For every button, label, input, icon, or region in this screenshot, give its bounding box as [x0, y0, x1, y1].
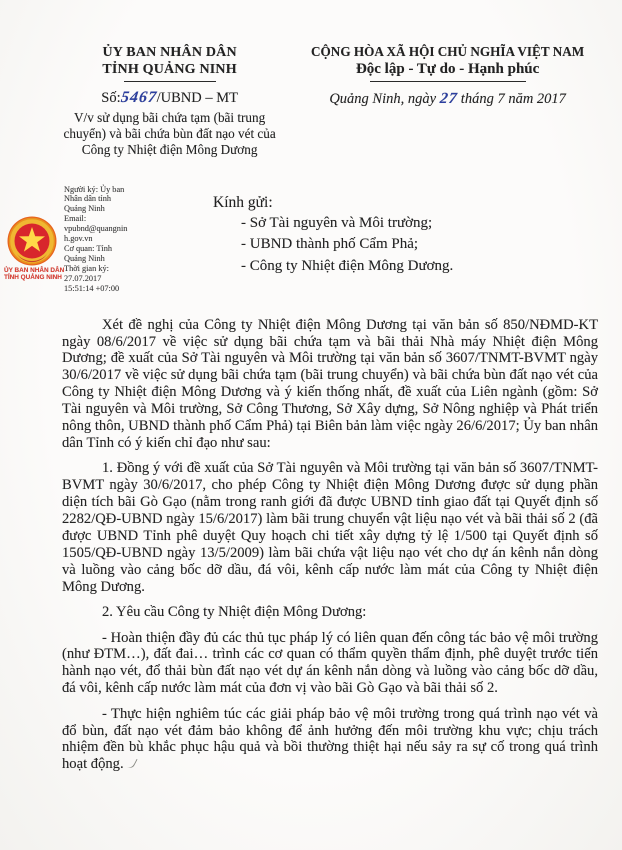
issuing-org-line2: TỈNH QUẢNG NINH — [102, 62, 237, 77]
dateline-prefix: Quảng Ninh, ngày — [329, 91, 440, 107]
recipient-item: - Công ty Nhiệt điện Mông Dương. — [241, 257, 454, 274]
national-name-line: CỘNG HÒA XÃ HỘI CHỦ NGHĨA VIỆT NAM — [311, 44, 585, 59]
recipient-item: - Sở Tài nguyên và Môi trường; — [241, 214, 433, 231]
signature-time: Thời gian ký: 27.07.2017 15:51:14 +07:00 — [64, 264, 120, 293]
stamp-org-line2: TỈNH QUẢNG NINH — [4, 274, 62, 282]
org-underline-rule — [124, 81, 216, 82]
document-number — [52, 89, 287, 107]
emblem-column — [4, 185, 65, 295]
digital-signature-stamp — [4, 185, 136, 295]
signature-agency: Cơ quan: Tỉnh Quảng Ninh — [64, 244, 113, 263]
issuing-org-line1: ỦY BAN NHÂN DÂN — [102, 45, 237, 60]
body-paragraph: Xét đề nghị của Công ty Nhiệt điện Mông Dương tại văn bản số 850/NĐMD-KT ngày 08/6/2017 về việc sử dụng bãi chứa tạm và bãi thải Nhà máy Nhiệt điện Mông Dương; đề xuất của Sở Tài nguyên và Môi trường tại văn bản số 3607/TNMT-BVMT ngày 30/6/2017 về việc sử dụng bãi chứa tạm (bãi trung chuyển) và bãi chứa bùn đất nạo vét của Công ty Nhiệt điện Mông Dương và ý kiến thống nhất, đề xuất của Liên ngành (gồm: Sở Tài nguyên và Môi trường, Sở Công Thương, Sở Xây dựng, Sở Nông nghiệp và Phát triển nông thôn, UBND thành phố Cẩm Phả) tại Biên bản làm việc ngày 26/6/2017; Ủy ban nhân dân Tỉnh có ý kiến chỉ đạo như sau: — [62, 316, 598, 451]
body-paragraph: 2. Yêu cầu Công ty Nhiệt điện Mông Dương: — [102, 604, 367, 621]
issuing-org-block — [52, 44, 287, 159]
document-subject: V/v sử dụng bãi chứa tạm (bãi trung chuyển) và bãi chứa bùn đất nạo vét của Công ty Nhiệt điện Mông Dương — [63, 110, 276, 158]
document-header — [0, 0, 622, 159]
vietnam-national-emblem-icon — [6, 215, 58, 267]
recipients-label: Kính gửi: — [213, 193, 273, 211]
stamp-org-line1: ỦY BAN NHÂN DÂN — [4, 266, 65, 274]
doc-number-suffix: /UBND – MT — [156, 90, 238, 106]
national-motto-line: Độc lập - Tự do - Hạnh phúc — [355, 61, 540, 77]
signature-email: Email: vpubnd@quangninh.gov.vn — [64, 214, 128, 243]
dateline-day-handwritten: 27 — [438, 90, 459, 107]
recipients-block — [213, 193, 622, 278]
signature-signer: Người ký: Ủy ban Nhân dân tỉnh Quảng Ninh — [64, 184, 125, 213]
pen-stroke-mark — [123, 755, 137, 770]
body-paragraph-text: - Thực hiện nghiêm túc các giải pháp bảo vệ môi trường trong quá trình nạo vét và đổ bùn, đất nạo vét đảm bảo không để ảnh hưởng đến môi trường khu vực; chịu trách nhiệm đền bù khắc phục hậu quả và bồi thường thiệt hại nếu sảy ra sự cố trong quá trình hoạt động. — [62, 705, 598, 773]
body-paragraph: 1. Đồng ý với đề xuất của Sở Tài nguyên và Môi trường tại văn bản số 3607/TNMT-BVMT ngày 30/6/2017, cho phép Công ty Nhiệt điện Mông Dương được sử dụng phần diện tích bãi Gò Gạo (nằm trong ranh giới đã được UBND tỉnh giao đất tại Quyết định số 2282/QĐ-UBND ngày 15/6/2017) làm bãi trung chuyển vật liệu nạo vét và bãi thải số 2 (đã được UBND Tỉnh phê duyệt Quy hoạch chi tiết xây dựng tỷ lệ 1/500 tại Quyết định số 1505/QĐ-UBND ngày 13/5/2009) làm bãi chứa vật liệu nạo vét cho dự án kênh nắn dòng và luồng vào cảng bốc dỡ dầu, đá vôi, kênh cấp nước làm mát của Công ty Nhiệt điện Mông Dương. — [62, 460, 598, 595]
motto-underline-rule — [370, 81, 526, 82]
national-header-block — [287, 44, 608, 159]
doc-number-handwritten: 5467 — [119, 89, 158, 106]
letter-body — [0, 301, 622, 774]
dateline-suffix: tháng 7 năm 2017 — [457, 91, 566, 107]
place-dateline — [287, 90, 608, 108]
mid-section — [0, 184, 622, 301]
body-paragraph — [62, 706, 598, 774]
recipient-item: - UBND thành phố Cẩm Phả; — [241, 236, 419, 253]
signature-info — [60, 185, 130, 295]
doc-number-prefix: Số: — [101, 90, 121, 106]
body-paragraph: - Hoàn thiện đầy đủ các thủ tục pháp lý có liên quan đến công tác bảo vệ môi trường (như ĐTM…), đất đai… trình các cơ quan có thẩm quyền thẩm định, phê duyệt trước tiến hành nạo vét, đổ thải bùn đất nạo vét dự án kênh nắn dòng và luồng vào cảng bốc dỡ dầu, đá vôi, kênh cấp nước làm mát của đơn vị vào bãi Gò Gạo và bãi thải số 2. — [62, 629, 598, 697]
